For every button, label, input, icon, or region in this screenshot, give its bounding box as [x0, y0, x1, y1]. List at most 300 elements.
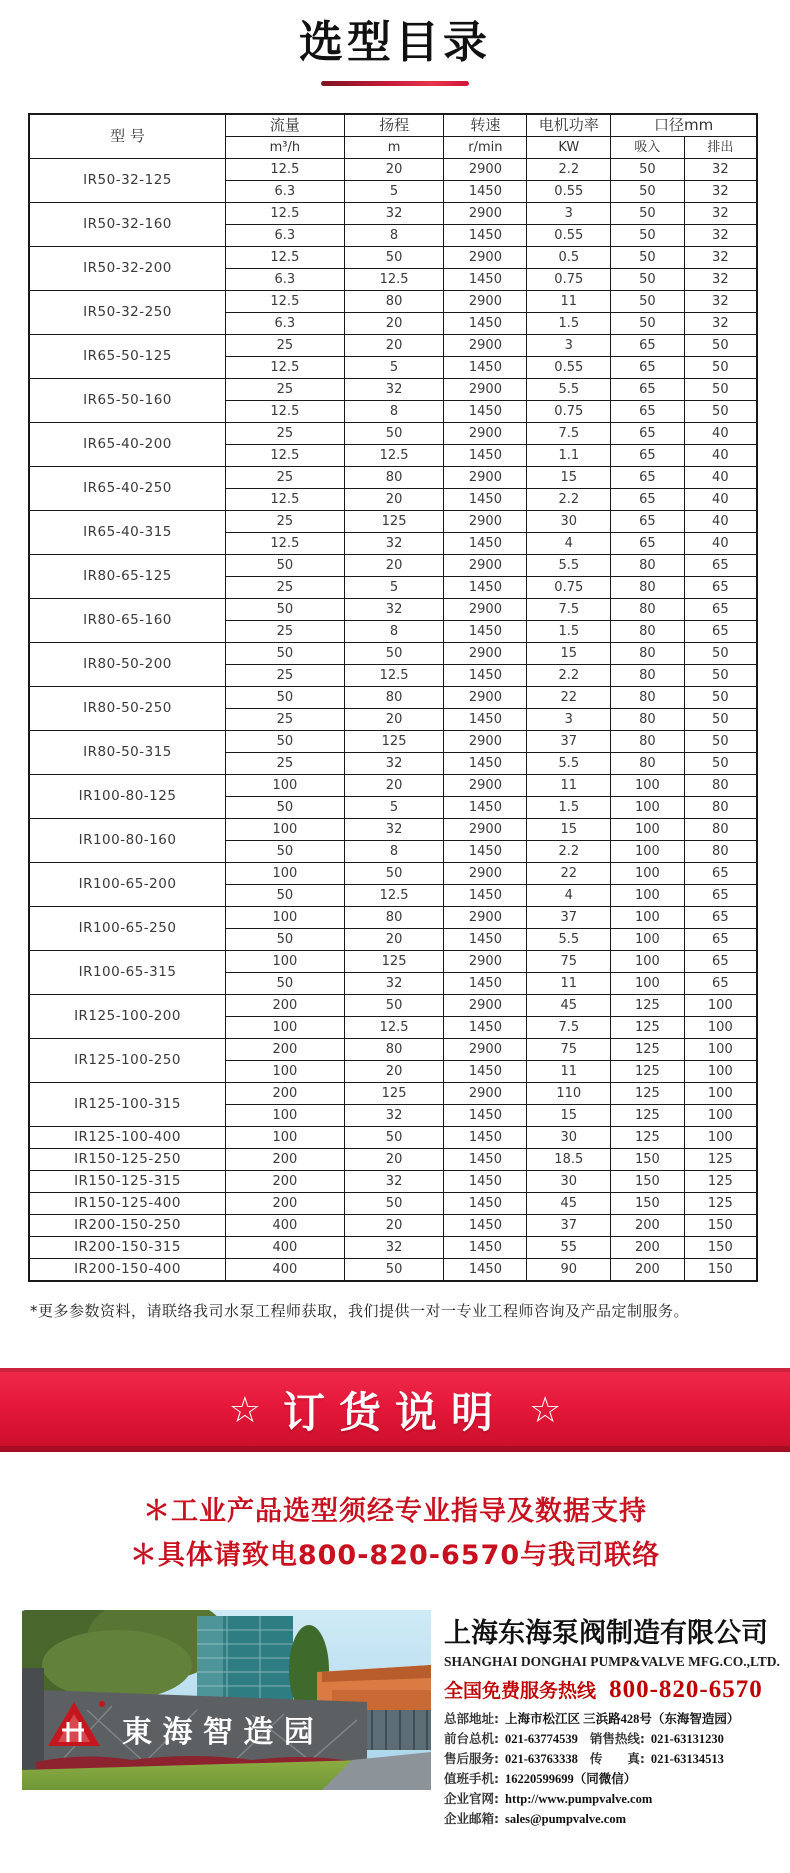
title-underline-accent: [321, 81, 469, 86]
table-row: [29, 511, 757, 533]
spec-cell: 80: [611, 709, 685, 731]
contact-line: [444, 1709, 779, 1729]
header-model: 型 号: [29, 114, 226, 159]
table-row: [29, 1215, 757, 1237]
spec-cell: 125: [344, 951, 444, 973]
model-cell: IR50-32-200: [29, 247, 226, 291]
spec-cell: 125: [611, 995, 685, 1017]
spec-cell: 50: [684, 357, 757, 379]
contact-list: [444, 1709, 779, 1829]
spec-cell: 1450: [444, 753, 527, 775]
spec-cell: 50: [344, 1259, 444, 1282]
spec-cell: 11: [527, 1061, 611, 1083]
spec-cell: 50: [684, 709, 757, 731]
spec-cell: 50: [684, 665, 757, 687]
spec-cell: 100: [684, 1083, 757, 1105]
spec-cell: 125: [684, 1149, 757, 1171]
spec-cell: 12.5: [226, 533, 345, 555]
spec-cell: 1450: [444, 1105, 527, 1127]
spec-cell: 65: [611, 445, 685, 467]
spec-cell: 100: [684, 1105, 757, 1127]
spec-cell: 1450: [444, 665, 527, 687]
table-row: [29, 335, 757, 357]
spec-cell: 65: [611, 401, 685, 423]
contact-line: [444, 1769, 779, 1789]
model-cell: IR80-50-315: [29, 731, 226, 775]
spec-cell: 50: [226, 687, 345, 709]
spec-cell: 100: [684, 1017, 757, 1039]
spec-cell: 2.2: [527, 489, 611, 511]
spec-cell: 25: [226, 423, 345, 445]
spec-cell: 30: [527, 511, 611, 533]
contact-label: 传 真:: [589, 1751, 645, 1766]
spec-cell: 0.5: [527, 247, 611, 269]
spec-cell: 50: [684, 643, 757, 665]
spec-cell: 1450: [444, 1127, 527, 1149]
model-cell: IR200-150-400: [29, 1259, 226, 1282]
spec-cell: 50: [226, 643, 345, 665]
header-speed-unit: r/min: [444, 137, 527, 159]
spec-cell: 20: [344, 775, 444, 797]
spec-cell: 100: [684, 995, 757, 1017]
spec-cell: 2900: [444, 863, 527, 885]
spec-cell: 25: [226, 511, 345, 533]
table-row: [29, 731, 757, 753]
contact-line: [444, 1809, 779, 1829]
spec-cell: 6.3: [226, 181, 345, 203]
pump-selection-table: [28, 113, 758, 1282]
spec-cell: 80: [611, 731, 685, 753]
spec-cell: 80: [344, 291, 444, 313]
spec-cell: 1450: [444, 1215, 527, 1237]
contact-label: 企业邮箱:: [444, 1811, 499, 1826]
order-banner: [0, 1368, 790, 1452]
spec-cell: 12.5: [226, 291, 345, 313]
spec-cell: 2900: [444, 775, 527, 797]
spec-cell: 1450: [444, 225, 527, 247]
spec-cell: 18.5: [527, 1149, 611, 1171]
spec-cell: 12.5: [344, 885, 444, 907]
order-banner-title: 订货说明: [282, 1388, 507, 1437]
spec-cell: 50: [611, 181, 685, 203]
tree: [42, 1630, 192, 1700]
table-row: [29, 643, 757, 665]
spec-cell: 50: [344, 1193, 444, 1215]
model-cell: IR200-150-315: [29, 1237, 226, 1259]
spec-cell: 1450: [444, 1237, 527, 1259]
spec-cell: 20: [344, 159, 444, 181]
spec-cell: 0.75: [527, 269, 611, 291]
table-footnote: *更多参数资料，请联络我司水泵工程师获取，我们提供一对一专业工程师咨询及产品定制服务。: [30, 1302, 690, 1320]
table-row: [29, 423, 757, 445]
spec-cell: 1450: [444, 973, 527, 995]
spec-cell: 50: [226, 731, 345, 753]
spec-cell: 400: [226, 1215, 345, 1237]
spec-cell: 2900: [444, 467, 527, 489]
model-cell: IR150-125-315: [29, 1171, 226, 1193]
spec-cell: 20: [344, 929, 444, 951]
spec-cell: 80: [684, 841, 757, 863]
spec-cell: 150: [684, 1259, 757, 1282]
model-cell: IR80-50-200: [29, 643, 226, 687]
model-cell: IR100-65-200: [29, 863, 226, 907]
spec-cell: 25: [226, 621, 345, 643]
spec-cell: 50: [344, 423, 444, 445]
spec-cell: 6.3: [226, 269, 345, 291]
contact-label: 售后服务:: [444, 1751, 499, 1766]
spec-cell: 80: [344, 687, 444, 709]
spec-cell: 400: [226, 1259, 345, 1282]
spec-cell: 100: [611, 951, 685, 973]
spec-cell: 8: [344, 621, 444, 643]
spec-cell: 25: [226, 665, 345, 687]
spec-cell: 80: [344, 467, 444, 489]
spec-cell: 80: [684, 797, 757, 819]
spec-cell: 65: [684, 951, 757, 973]
spec-cell: 50: [226, 973, 345, 995]
spec-cell: 1450: [444, 401, 527, 423]
spec-cell: 4: [527, 533, 611, 555]
header-head-unit: m: [344, 137, 444, 159]
spec-cell: 80: [611, 665, 685, 687]
spec-cell: 1450: [444, 269, 527, 291]
spec-cell: 80: [344, 1039, 444, 1061]
spec-cell: 32: [344, 973, 444, 995]
spec-cell: 110: [527, 1083, 611, 1105]
header-head: 扬程: [344, 114, 444, 137]
spec-cell: 80: [684, 775, 757, 797]
model-cell: IR80-50-250: [29, 687, 226, 731]
spec-cell: 25: [226, 379, 345, 401]
spec-cell: 2900: [444, 819, 527, 841]
model-cell: IR65-40-200: [29, 423, 226, 467]
spec-cell: 25: [226, 335, 345, 357]
spec-cell: 1450: [444, 1171, 527, 1193]
model-cell: IR100-80-125: [29, 775, 226, 819]
page-title: 选型目录: [299, 17, 491, 68]
spec-cell: 150: [684, 1215, 757, 1237]
wall-pillar: [22, 1668, 44, 1770]
spec-cell: 1450: [444, 445, 527, 467]
table-row: [29, 467, 757, 489]
spec-cell: 65: [684, 929, 757, 951]
spec-cell: 25: [226, 577, 345, 599]
model-cell: IR150-125-400: [29, 1193, 226, 1215]
spec-cell: 20: [344, 489, 444, 511]
spec-cell: 11: [527, 973, 611, 995]
contact-line: [444, 1729, 779, 1749]
spec-cell: 200: [611, 1215, 685, 1237]
contact-line: [444, 1749, 779, 1769]
table-row: [29, 951, 757, 973]
spec-cell: 50: [226, 555, 345, 577]
header-power: 电机功率: [527, 114, 611, 137]
spec-cell: 12.5: [226, 203, 345, 225]
spec-cell: 15: [527, 1105, 611, 1127]
spec-cell: 125: [344, 511, 444, 533]
spec-cell: 0.75: [527, 577, 611, 599]
spec-cell: 200: [226, 995, 345, 1017]
order-notes: [0, 1490, 790, 1578]
spec-cell: 65: [684, 555, 757, 577]
table-row: [29, 555, 757, 577]
spec-cell: 40: [684, 489, 757, 511]
table-row: [29, 203, 757, 225]
spec-cell: 65: [611, 357, 685, 379]
spec-cell: 80: [611, 621, 685, 643]
spec-cell: 50: [226, 841, 345, 863]
spec-cell: 40: [684, 533, 757, 555]
spec-cell: 0.75: [527, 401, 611, 423]
spec-cell: 50: [684, 731, 757, 753]
spec-cell: 50: [684, 401, 757, 423]
spec-cell: 20: [344, 335, 444, 357]
spec-cell: 150: [684, 1237, 757, 1259]
spec-cell: 0.55: [527, 181, 611, 203]
spec-cell: 7.5: [527, 423, 611, 445]
spec-cell: 40: [684, 423, 757, 445]
header-speed: 转速: [444, 114, 527, 137]
spec-cell: 200: [226, 1083, 345, 1105]
header-diameter: 口径mm: [611, 114, 757, 137]
spec-cell: 7.5: [527, 599, 611, 621]
model-cell: IR125-100-250: [29, 1039, 226, 1083]
model-cell: IR65-40-315: [29, 511, 226, 555]
spec-cell: 1450: [444, 533, 527, 555]
spec-cell: 1.5: [527, 797, 611, 819]
spec-cell: 65: [611, 511, 685, 533]
spec-cell: 12.5: [226, 401, 345, 423]
spec-cell: 65: [611, 423, 685, 445]
spec-cell: 25: [226, 709, 345, 731]
spec-cell: 100: [226, 951, 345, 973]
spec-cell: 32: [344, 599, 444, 621]
spec-cell: 400: [226, 1237, 345, 1259]
model-cell: IR100-80-160: [29, 819, 226, 863]
spec-cell: 50: [684, 687, 757, 709]
order-note-line: ＊具体请致电800-820-6570与我司联络: [129, 1540, 661, 1571]
model-cell: IR80-65-125: [29, 555, 226, 599]
spec-cell: 125: [611, 1017, 685, 1039]
company-info: [444, 1610, 779, 1829]
spec-cell: 8: [344, 401, 444, 423]
table-row: [29, 1171, 757, 1193]
spec-cell: 125: [344, 1083, 444, 1105]
spec-cell: 1450: [444, 357, 527, 379]
spec-cell: 1450: [444, 577, 527, 599]
contact-value: 021-63131230: [650, 1732, 724, 1746]
spec-cell: 65: [684, 885, 757, 907]
spec-cell: 80: [611, 577, 685, 599]
contact-label: 企业官网:: [444, 1791, 499, 1806]
spec-cell: 5.5: [527, 555, 611, 577]
spec-cell: 12.5: [226, 489, 345, 511]
spec-cell: 2900: [444, 643, 527, 665]
spec-cell: 50: [344, 643, 444, 665]
spec-cell: 37: [527, 1215, 611, 1237]
spec-cell: 11: [527, 775, 611, 797]
spec-cell: 100: [611, 973, 685, 995]
spec-cell: 2.2: [527, 665, 611, 687]
header-suction: 吸入: [611, 137, 685, 159]
spec-cell: 100: [611, 863, 685, 885]
spec-cell: 6.3: [226, 313, 345, 335]
company-name-cn: 上海东海泵阀制造有限公司: [444, 1618, 768, 1649]
spec-cell: 65: [684, 973, 757, 995]
table-row: [29, 863, 757, 885]
spec-cell: 100: [611, 885, 685, 907]
star-icon: ☆: [228, 1389, 261, 1431]
spec-cell: 5.5: [527, 753, 611, 775]
spec-cell: 100: [611, 775, 685, 797]
spec-cell: 50: [611, 247, 685, 269]
spec-cell: 1450: [444, 313, 527, 335]
spec-cell: 200: [611, 1237, 685, 1259]
spec-cell: 32: [684, 203, 757, 225]
table-row: [29, 1237, 757, 1259]
header-flow: 流量: [226, 114, 345, 137]
spec-cell: 1450: [444, 1193, 527, 1215]
factory-photo: [22, 1610, 431, 1790]
spec-cell: 12.5: [344, 269, 444, 291]
spec-cell: 1450: [444, 181, 527, 203]
table-row: [29, 775, 757, 797]
table-row: [29, 247, 757, 269]
table-row: [29, 819, 757, 841]
contact-line: [444, 1789, 779, 1809]
spec-cell: 100: [226, 819, 345, 841]
spec-cell: 5: [344, 181, 444, 203]
spec-cell: 50: [611, 313, 685, 335]
spec-cell: 0.55: [527, 357, 611, 379]
spec-cell: 2900: [444, 731, 527, 753]
model-cell: IR200-150-250: [29, 1215, 226, 1237]
star-icon: ☆: [529, 1389, 562, 1431]
spec-cell: 125: [684, 1193, 757, 1215]
table-row: [29, 291, 757, 313]
model-cell: IR65-50-125: [29, 335, 226, 379]
spec-cell: 5: [344, 577, 444, 599]
contact-label: 销售热线:: [589, 1731, 645, 1746]
model-cell: IR80-65-160: [29, 599, 226, 643]
contact-label: 前台总机:: [444, 1731, 499, 1746]
spec-cell: 20: [344, 1215, 444, 1237]
spec-cell: 5.5: [527, 379, 611, 401]
spec-cell: 2.2: [527, 841, 611, 863]
spec-cell: 1450: [444, 797, 527, 819]
spec-cell: 40: [684, 467, 757, 489]
spec-cell: 3: [527, 203, 611, 225]
spec-cell: 3: [527, 709, 611, 731]
company-name-en: SHANGHAI DONGHAI PUMP&VALVE MFG.CO.,LTD.: [444, 1654, 780, 1669]
spec-cell: 1450: [444, 1017, 527, 1039]
spec-cell: 15: [527, 467, 611, 489]
spec-cell: 125: [684, 1171, 757, 1193]
spec-cell: 50: [684, 379, 757, 401]
hotline: [444, 1676, 779, 1704]
spec-cell: 4: [527, 885, 611, 907]
spec-cell: 25: [226, 467, 345, 489]
spec-cell: 50: [611, 291, 685, 313]
spec-cell: 65: [611, 335, 685, 357]
spec-cell: 2900: [444, 335, 527, 357]
spec-cell: 32: [344, 203, 444, 225]
spec-cell: 32: [344, 819, 444, 841]
spec-cell: 1450: [444, 621, 527, 643]
model-cell: IR50-32-125: [29, 159, 226, 203]
spec-cell: 2900: [444, 1039, 527, 1061]
contact-label: 总部地址:: [444, 1711, 499, 1726]
spec-cell: 80: [611, 643, 685, 665]
spec-cell: 2900: [444, 555, 527, 577]
spec-cell: 25: [226, 753, 345, 775]
spec-cell: 50: [226, 885, 345, 907]
model-cell: IR50-32-160: [29, 203, 226, 247]
spec-cell: 200: [226, 1171, 345, 1193]
spec-cell: 100: [611, 929, 685, 951]
spec-table-body: [29, 159, 757, 1282]
spec-cell: 12.5: [344, 445, 444, 467]
table-row: [29, 599, 757, 621]
spec-cell: 1450: [444, 1061, 527, 1083]
spec-cell: 22: [527, 863, 611, 885]
spec-cell: 50: [344, 247, 444, 269]
spec-cell: 32: [684, 159, 757, 181]
spec-cell: 50: [611, 269, 685, 291]
spec-cell: 50: [226, 929, 345, 951]
spec-cell: 1450: [444, 1259, 527, 1282]
spec-cell: 12.5: [226, 247, 345, 269]
contact-link[interactable]: sales@pumpvalve.com: [505, 1812, 627, 1826]
spec-cell: 50: [611, 203, 685, 225]
contact-value: 上海市松江区 三浜路428号（东海智造园）: [505, 1712, 740, 1726]
spec-cell: 100: [226, 1017, 345, 1039]
spec-cell: 50: [226, 797, 345, 819]
spec-cell: 80: [611, 687, 685, 709]
table-header: [29, 114, 757, 159]
spec-cell: 125: [611, 1105, 685, 1127]
spec-cell: 125: [611, 1127, 685, 1149]
spec-cell: 65: [684, 577, 757, 599]
spec-cell: 50: [344, 995, 444, 1017]
table-row: [29, 1127, 757, 1149]
spec-cell: 80: [684, 819, 757, 841]
spec-cell: 100: [611, 841, 685, 863]
spec-cell: 50: [226, 599, 345, 621]
model-cell: IR65-50-160: [29, 379, 226, 423]
spec-cell: 50: [611, 159, 685, 181]
spec-cell: 150: [611, 1193, 685, 1215]
spec-cell: 12.5: [226, 357, 345, 379]
table-row: [29, 1259, 757, 1282]
table-row: [29, 379, 757, 401]
spec-cell: 12.5: [226, 445, 345, 467]
spec-cell: 100: [226, 1127, 345, 1149]
spec-cell: 1.5: [527, 313, 611, 335]
contact-link[interactable]: http://www.pumpvalve.com: [505, 1792, 653, 1806]
spec-cell: 50: [611, 225, 685, 247]
spec-cell: 100: [611, 907, 685, 929]
spec-cell: 37: [527, 731, 611, 753]
table-row: [29, 995, 757, 1017]
spec-cell: 32: [684, 291, 757, 313]
spec-cell: 1450: [444, 1149, 527, 1171]
spec-cell: 2.2: [527, 159, 611, 181]
spec-cell: 2900: [444, 159, 527, 181]
spec-cell: 2900: [444, 247, 527, 269]
spec-cell: 8: [344, 225, 444, 247]
spec-cell: 32: [344, 1171, 444, 1193]
